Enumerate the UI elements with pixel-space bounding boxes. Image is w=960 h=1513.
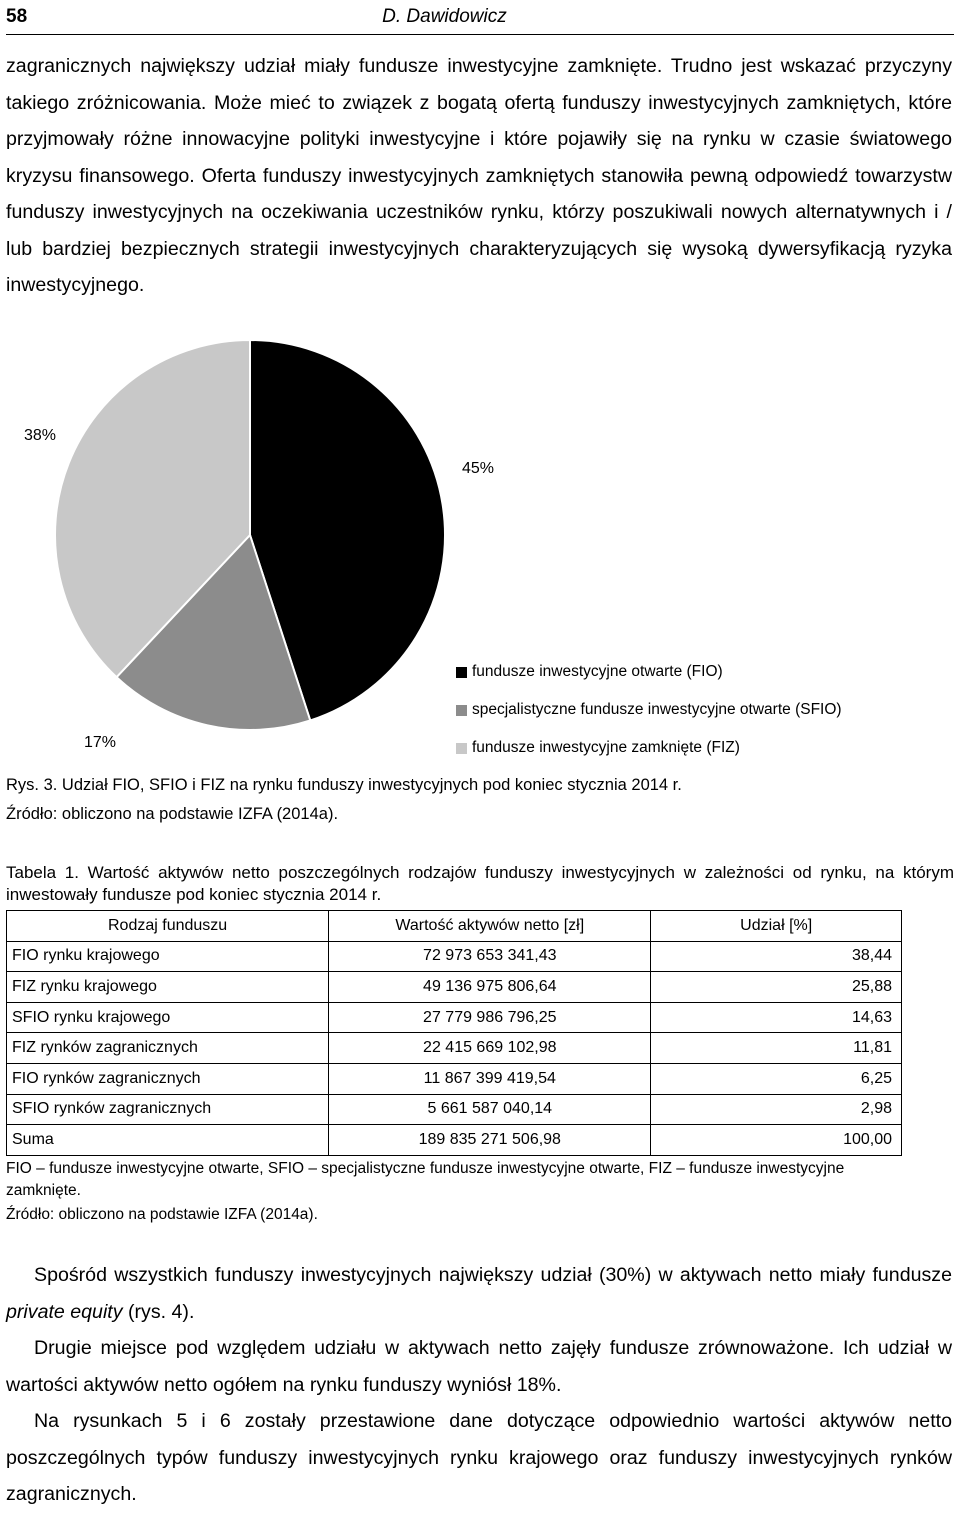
cell-fund-type: SFIO rynków zagranicznych: [7, 1094, 329, 1125]
cell-share: 14,63: [651, 1002, 902, 1033]
table-header-row: [7, 911, 902, 942]
table-body: [7, 941, 902, 1155]
pe-text-start: Spośród wszystkich funduszy inwestycyjnych największy udział (30%) w aktywach netto miały fundusze: [34, 1264, 952, 1286]
cell-net-assets: 72 973 653 341,43: [329, 941, 651, 972]
paragraph-text: zagranicznych największy udział miały fundusze inwestycyjne zamknięte. Trudno jest wskazać przyczyny takiego zróżnicowania. Może mieć to związek z bogatą ofertą funduszy inwestycyjnych zamkniętych, które przyjmowały różne innowacyjne polityki inwestycyjne i które pojawiły się na rynku w czasie światowego kryzysu finansowego. Oferta funduszy inwestycyjnych zamkniętych stanowiła pewną odpowiedź towarzystw funduszy inwestycyjnych na oczekiwania uczestników rynku, którzy poszukiwali nowych alternatywnych i / lub bardziej bezpiecznych strategii inwestycyjnych charakteryzujących się wysoką dywersyfikacją ryzyka inwestycyjnego.: [6, 55, 952, 296]
cell-share: 11,81: [651, 1033, 902, 1064]
pie-data-label: 17%: [83, 734, 117, 751]
data-table: [6, 910, 902, 1156]
header-net-assets: Wartość aktywów netto [zł]: [329, 911, 651, 942]
figure-source: Źródło: obliczono na podstawie IZFA (2014a).: [6, 805, 339, 823]
header-fund-type: Rodzaj funduszu: [7, 911, 329, 942]
pie-data-label: 45%: [461, 460, 495, 477]
body-paragraph-1: [6, 48, 952, 304]
cell-share: 100,00: [651, 1125, 902, 1156]
cell-share: 25,88: [651, 972, 902, 1003]
cell-fund-type: FIO rynku krajowego: [7, 941, 329, 972]
page-number: 58: [6, 6, 28, 27]
legend-swatch: [456, 667, 467, 678]
cell-fund-type: FIO rynków zagranicznych: [7, 1063, 329, 1094]
cell-net-assets: 27 779 986 796,25: [329, 1002, 651, 1033]
body-paragraphs-2: [6, 1257, 952, 1513]
cell-fund-type: FIZ rynków zagranicznych: [7, 1033, 329, 1064]
table-row: [7, 941, 902, 972]
table-caption: Tabela 1. Wartość aktywów netto poszczególnych rodzajów funduszy inwestycyjnych w zależności od rynku, na którym inwestowały fundusze pod koniec stycznia 2014 r.: [6, 863, 954, 904]
table-row: [7, 1125, 902, 1156]
running-head-author: D. Dawidowicz: [382, 6, 507, 27]
paragraph-figures: Na rysunkach 5 i 6 zostały przestawione dane dotyczące odpowiednio wartości aktywów netto poszczególnych typów funduszy inwestycyjnych rynku krajowego oraz funduszy inwestycyjnych rynków zagranicznych.: [6, 1410, 952, 1505]
paragraph-balanced: Drugie miejsce pod względem udziału w aktywach netto zajęły fundusze zrównoważone. Ich udział w wartości aktywów netto ogółem na rynku funduszy wyniósł 18%.: [6, 1337, 952, 1396]
table-source: Źródło: obliczono na podstawie IZFA (2014a).: [6, 1206, 318, 1223]
pie-chart: [0, 340, 960, 770]
legend-label: specjalistyczne fundusze inwestycyjne otwarte (SFIO): [472, 701, 842, 718]
header-share: Udział [%]: [651, 911, 902, 942]
cell-share: 2,98: [651, 1094, 902, 1125]
legend-swatch: [456, 743, 467, 754]
table-row: [7, 1063, 902, 1094]
pe-text-end: (rys. 4).: [122, 1300, 195, 1323]
cell-fund-type: Suma: [7, 1125, 329, 1156]
table-legend: FIO – fundusze inwestycyjne otwarte, SFIO – specjalistyczne fundusze inwestycyjne otwarte, FIZ – fundusze inwestycyjne zamknięte.: [6, 1160, 845, 1199]
table-row: [7, 972, 902, 1003]
cell-net-assets: 5 661 587 040,14: [329, 1094, 651, 1125]
cell-fund-type: FIZ rynku krajowego: [7, 972, 329, 1003]
cell-share: 6,25: [651, 1063, 902, 1094]
cell-net-assets: 11 867 399 419,54: [329, 1063, 651, 1094]
figure-caption: Rys. 3. Udział FIO, SFIO i FIZ na rynku funduszy inwestycyjnych pod koniec stycznia 2014 r.: [6, 776, 682, 794]
legend-swatch: [456, 705, 467, 716]
table-row: [7, 1033, 902, 1064]
pe-text-italic: private equity: [6, 1300, 123, 1323]
cell-share: 38,44: [651, 941, 902, 972]
cell-fund-type: SFIO rynku krajowego: [7, 1002, 329, 1033]
cell-net-assets: 49 136 975 806,64: [329, 972, 651, 1003]
table-row: [7, 1002, 902, 1033]
legend-label: fundusze inwestycyjne zamknięte (FIZ): [472, 739, 740, 756]
cell-net-assets: 189 835 271 506,98: [329, 1125, 651, 1156]
paragraph-private-equity: [6, 1257, 952, 1330]
legend-entry: [456, 691, 842, 729]
pie-data-label: 38%: [23, 427, 57, 444]
legend-entry: [456, 729, 842, 767]
page-header: [6, 0, 954, 35]
table-row: [7, 1094, 902, 1125]
legend-label: fundusze inwestycyjne otwarte (FIO): [472, 663, 723, 680]
legend-entry: [456, 653, 842, 691]
cell-net-assets: 22 415 669 102,98: [329, 1033, 651, 1064]
chart-legend: [456, 653, 842, 767]
